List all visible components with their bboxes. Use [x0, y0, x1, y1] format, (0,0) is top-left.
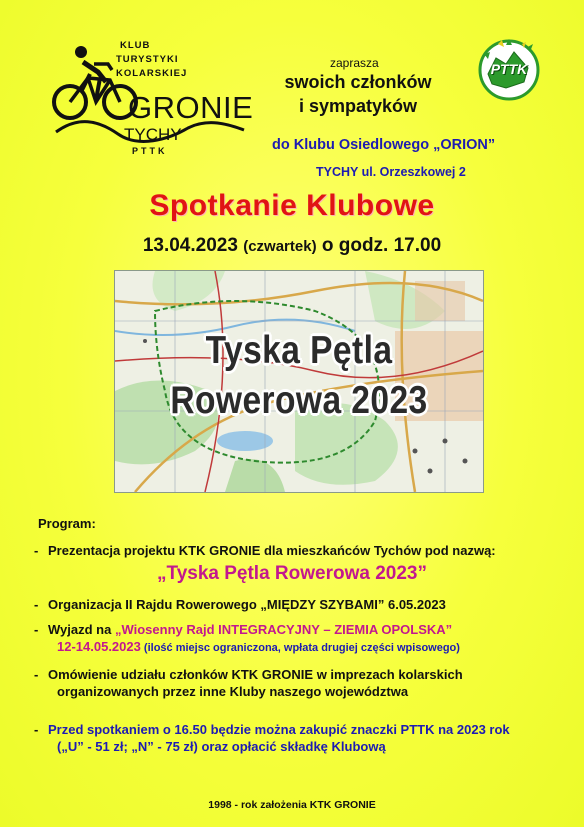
- event-day: (czwartek): [243, 238, 317, 255]
- invite-audience-line1: swoich członków: [284, 72, 432, 92]
- pttk-logo: [476, 34, 542, 104]
- invite-audience-line2: i sympatyków: [298, 96, 418, 116]
- logo-pttk: PTTK: [132, 146, 168, 156]
- program-item-3: [48, 622, 452, 637]
- club-address: TYCHY ul. Orzeszkowej 2: [316, 165, 466, 179]
- map-title-line2: Rowerowa 2023: [170, 379, 428, 422]
- program-item-5-line2: („U” - 51 zł; „N” - 75 zł) oraz opłacić składkę Klubową: [57, 739, 386, 754]
- item3-note: (ilość miejsc ograniczona, wpłata drugiej części wpisowego): [140, 642, 460, 654]
- program-dash-3: -: [34, 622, 39, 637]
- program-dash-1: -: [34, 543, 39, 558]
- pttk-badge-label: PTTK: [490, 61, 528, 77]
- program-item-4-line2: organizowanych przez inne Kluby naszego województwa: [57, 684, 409, 699]
- logo-turystyki: TURYSTYKI: [116, 54, 179, 65]
- program-item-3-line2: [57, 639, 460, 654]
- program-item-1: Prezentacja projektu KTK GRONIE dla mieszkańców Tychów pod nazwą:: [48, 543, 496, 558]
- club-name: do Klubu Osiedlowego „ORION”: [272, 137, 496, 153]
- logo-kolarskiej: KOLARSKIEJ: [116, 68, 188, 79]
- program-item-5-line1: Przed spotkaniem o 16.50 będzie można zakupić znaczki PTTK na 2023 rok: [48, 722, 510, 737]
- item3-prefix: Wyjazd na: [48, 622, 115, 637]
- event-time: o godz. 17.00: [321, 235, 442, 256]
- item3-event: „Wiosenny Rajd INTEGRACYJNY – ZIEMIA OPOLSKA”: [114, 622, 453, 637]
- logo-gronie: GRONIE: [128, 90, 254, 125]
- program-label: Program:: [38, 516, 96, 531]
- club-logo: [48, 34, 254, 159]
- invite-verb: zaprasza: [330, 56, 379, 70]
- logo-tychy: TYCHY: [124, 125, 182, 144]
- program-item-4-line1: Omówienie udziału członków KTK GRONIE w imprezach kolarskich: [48, 667, 463, 682]
- event-datetime: [0, 235, 584, 257]
- map-title-line1: Tyska Pętla: [205, 329, 393, 372]
- program-dash-5: -: [34, 722, 39, 737]
- footer-founded: 1998 - rok założenia KTK GRONIE: [208, 799, 376, 811]
- program-dash-2: -: [34, 597, 39, 612]
- event-title: Spotkanie Klubowe: [149, 189, 435, 222]
- project-name: „Tyska Pętla Rowerowa 2023”: [157, 563, 427, 584]
- event-date: 13.04.2023: [142, 235, 238, 256]
- logo-klub: KLUB: [120, 40, 151, 51]
- program-item-2: Organizacja II Rajdu Rowerowego „MIĘDZY SZYBAMI” 6.05.2023: [48, 597, 446, 612]
- item3-dates: 12-14.05.2023: [57, 639, 141, 654]
- route-map-image: [114, 270, 484, 493]
- program-dash-4: -: [34, 667, 39, 682]
